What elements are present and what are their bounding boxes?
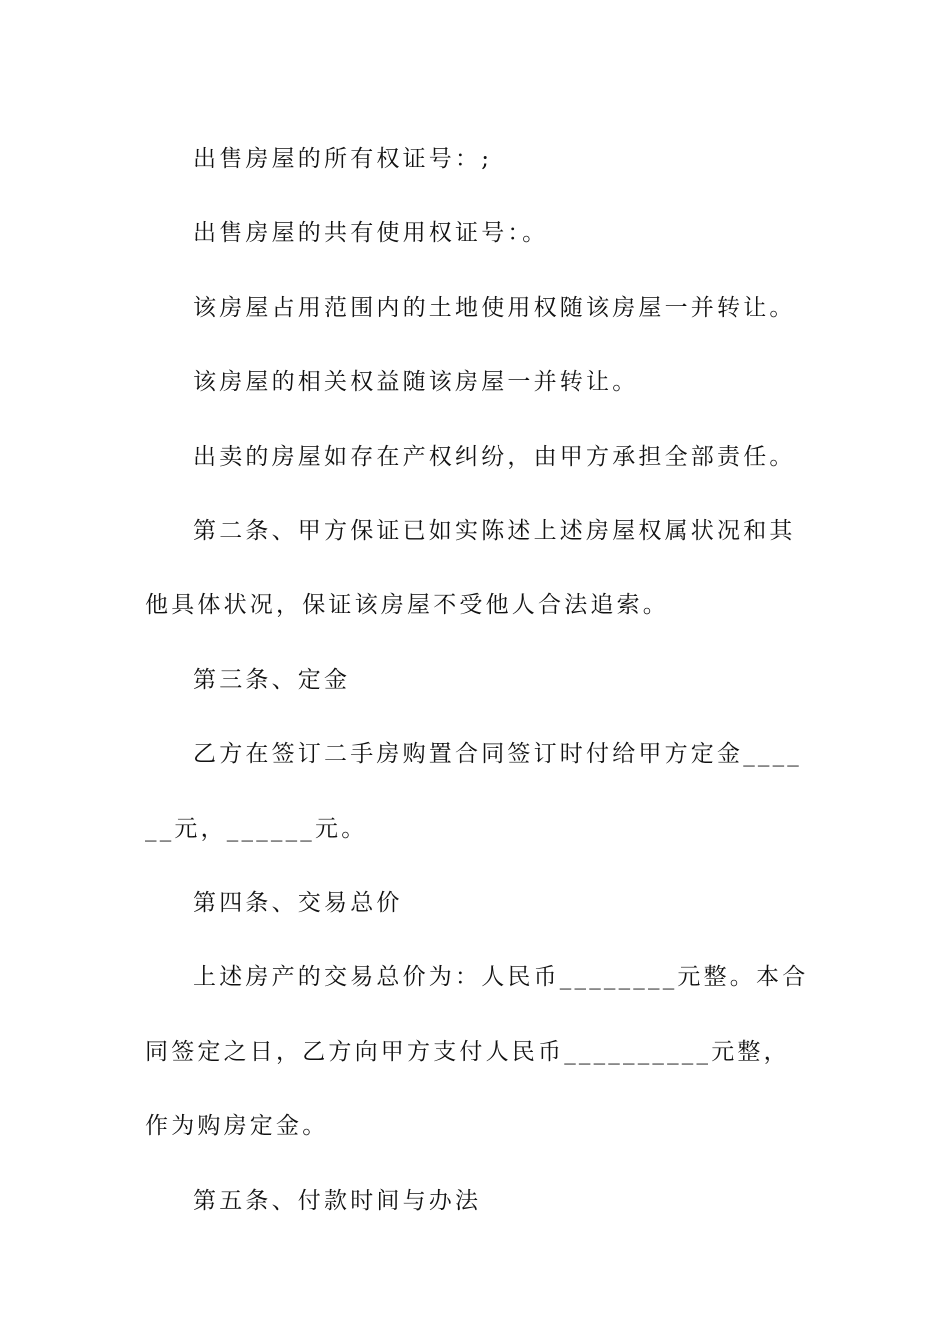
paragraph-property-dispute: 出卖的房屋如存在产权纠纷，由甲方承担全部责任。 — [193, 443, 796, 470]
paragraph-related-rights: 该房屋的相关权益随该房屋一并转让。 — [193, 369, 639, 396]
heading-article-3: 第三条、定金 — [193, 666, 351, 693]
paragraph-ownership-certificate: 出售房屋的所有权证号：; — [193, 146, 493, 172]
paragraph-land-use-right: 该房屋占用范围内的土地使用权随该房屋一并转让。 — [193, 294, 796, 321]
paragraph-article-2: 第二条、甲方保证已如实陈述上述房屋权属状况和其他具体状况，保证该房屋不受他人合法追索。 — [145, 518, 796, 619]
heading-article-4: 第四条、交易总价 — [193, 890, 403, 917]
paragraph-shared-use-certificate: 出售房屋的共有使用权证号：。 — [193, 220, 549, 247]
paragraph-deposit: 乙方在签订二手房购置合同签订时付给甲方定金______元，______元。 — [145, 741, 802, 842]
paragraph-total-price: 上述房产的交易总价为：人民币________元整。本合同签定之日，乙方向甲方支付人民币__________元整，作为购房定金。 — [145, 964, 809, 1140]
heading-article-5: 第五条、付款时间与办法 — [193, 1187, 482, 1214]
document-body — [145, 122, 810, 1238]
